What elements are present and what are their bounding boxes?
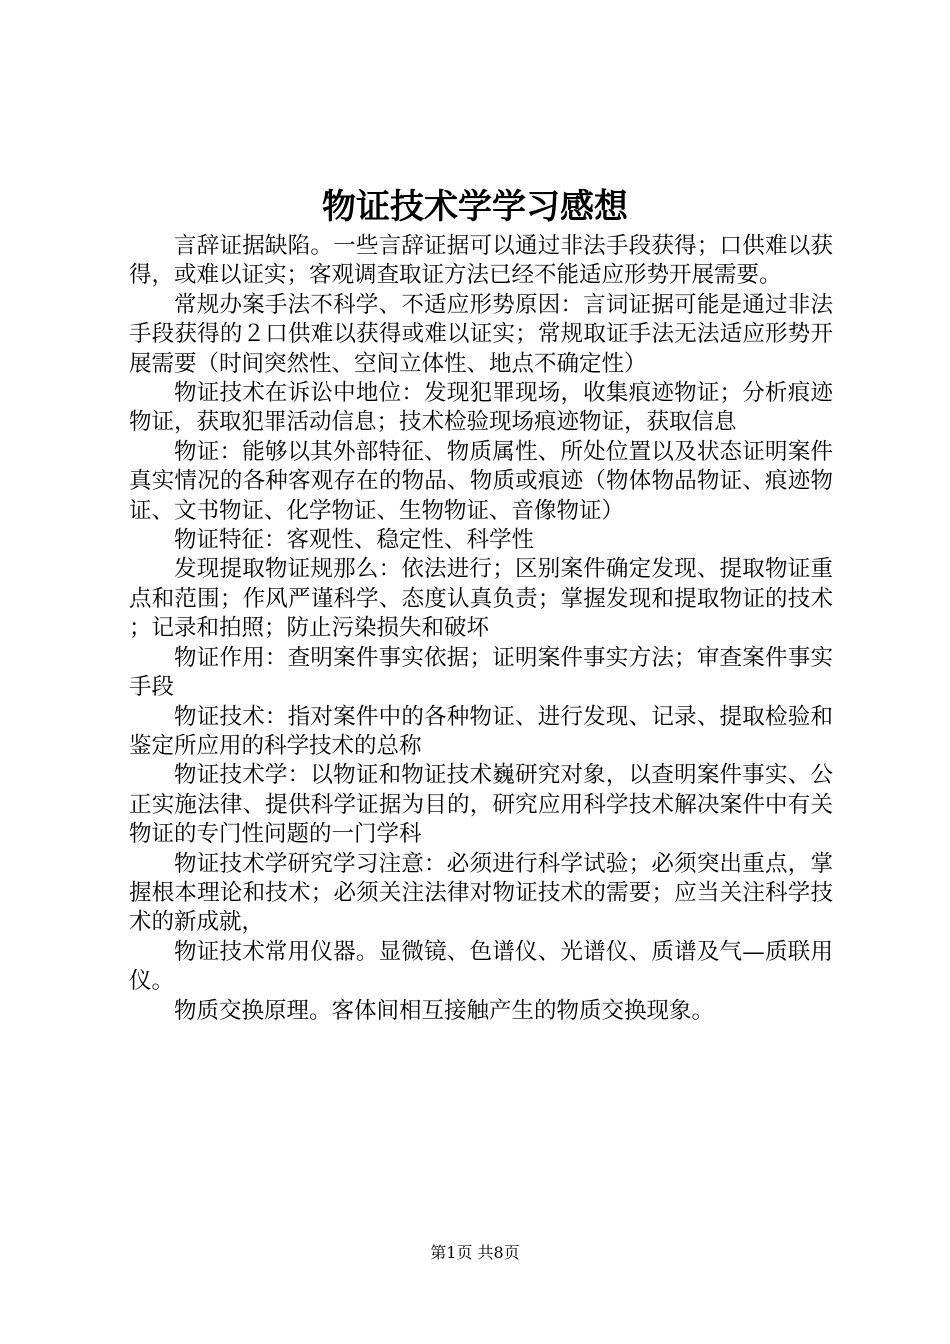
paragraph: 物质交换原理。客体间相互接触产生的物质交换现象。 <box>174 997 715 1024</box>
document-body <box>129 232 833 1026</box>
paragraph: 发现提取物证规那么：依法进行；区别案件确定发现、提取物证重点和范围；作风严谨科学、态度认真负责；掌握发现和提取物证的技术；记录和拍照；防止污染损失和破坏 <box>129 556 833 642</box>
paragraph: 物证技术在诉讼中地位：发现犯罪现场，收集痕迹物证；分析痕迹物证，获取犯罪活动信息；技术检验现场痕迹物证，获取信息 <box>129 380 833 436</box>
paragraph: 言辞证据缺陷。一些言辞证据可以通过非法手段获得；口供难以获得，或难以证实；客观调查取证方法已经不能适应形势开展需要。 <box>129 233 833 289</box>
document-title: 物证技术学学习感想 <box>322 187 628 227</box>
paragraph: 物证特征：客观性、稳定性、科学性 <box>174 527 535 554</box>
paragraph: 物证技术常用仪器。显微镜、色谱仪、光谱仪、质谱及气—质联用仪。 <box>129 938 833 995</box>
page-number-footer: 第1页 共8页 <box>430 1243 520 1262</box>
paragraph: 物证作用：查明案件事实依据；证明案件事实方法；审查案件事实手段 <box>129 644 833 701</box>
paragraph: 常规办案手法不科学、不适应形势原因：言词证据可能是通过非法手段获得的２口供难以获得或难以证实；常规取证手法无法适应形势开展需要（时间突然性、空间立体性、地点不确定性） <box>129 291 833 377</box>
paragraph: 物证技术学：以物证和物证技术巍研究对象，以查明案件事实、公正实施法律、提供科学证据为目的，研究应用科学技术解决案件中有关物证的专门性问题的一门学科 <box>129 762 833 848</box>
paragraph: 物证技术：指对案件中的各种物证、进行发现、记录、提取检验和鉴定所应用的科学技术的总称 <box>129 703 833 759</box>
paragraph: 物证技术学研究学习注意：必须进行科学试验；必须突出重点，掌握根本理论和技术；必须关注法律对物证技术的需要；应当关注科学技术的新成就， <box>129 850 833 936</box>
paragraph: 物证：能够以其外部特征、物质属性、所处位置以及状态证明案件真实情况的各种客观存在的物品、物质或痕迹（物体物品物证、痕迹物证、文书物证、化学物证、生物物证、音像物证） <box>129 438 833 524</box>
